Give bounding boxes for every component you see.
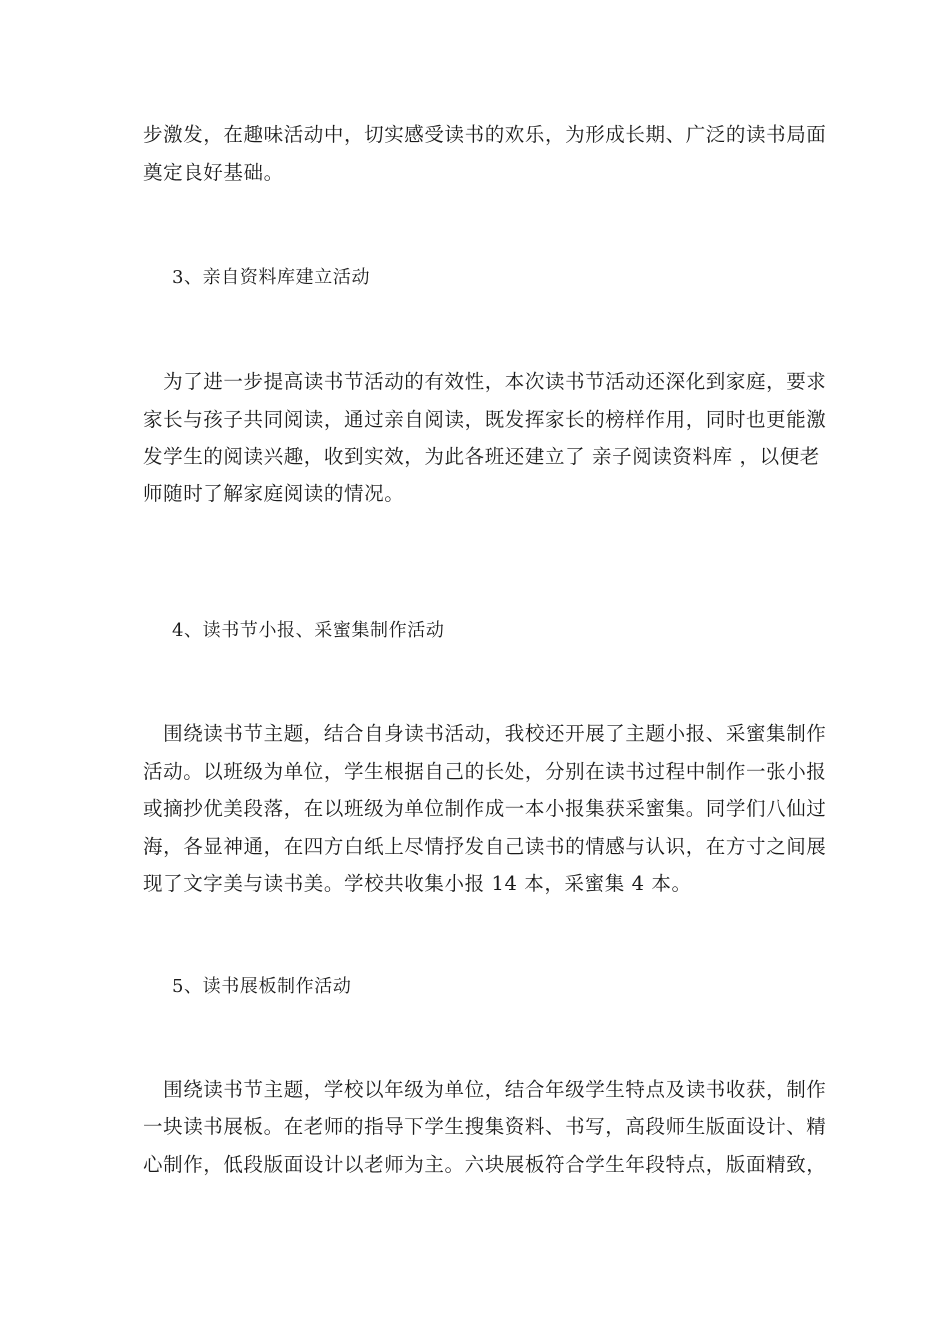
section-4-line-2: 活动。以班级为单位，学生根据自己的长处，分别在读书过程中制作一张小报: [143, 760, 827, 783]
section-3-heading: 3、亲自资料库建立活动: [172, 267, 371, 288]
section-4-line-5: 现了文字美与读书美。学校共收集小报 14 本，采蜜集 4 本。: [143, 872, 692, 895]
section-3-line-3: 发学生的阅读兴趣，收到实效，为此各班还建立了 亲子阅读资料库 ，以便老: [143, 445, 820, 468]
section-4-heading: 4、读书节小报、采蜜集制作活动: [172, 620, 445, 641]
section-4-line-3: 或摘抄优美段落，在以班级为单位制作成一本小报集获采蜜集。同学们八仙过: [143, 797, 827, 820]
section-3-line-4: 师随时了解家庭阅读的情况。: [143, 482, 405, 505]
section-5-heading: 5、读书展板制作活动: [172, 976, 352, 997]
intro-line-1: 步激发，在趣味活动中，切实感受读书的欢乐，为形成长期、广泛的读书局面: [143, 123, 827, 146]
section-5-line-1: 围绕读书节主题，学校以年级为单位，结合年级学生特点及读书收获，制作: [143, 1078, 827, 1101]
section-5-line-2: 一块读书展板。在老师的指导下学生搜集资料、书写，高段师生版面设计、精: [143, 1115, 827, 1138]
section-5-line-3: 心制作，低段版面设计以老师为主。六块展板符合学生年段特点，版面精致，: [143, 1153, 827, 1176]
section-4-line-1: 围绕读书节主题，结合自身读书活动，我校还开展了主题小报、采蜜集制作: [143, 722, 827, 745]
section-3-line-1: 为了进一步提高读书节活动的有效性，本次读书节活动还深化到家庭，要求: [143, 370, 827, 393]
section-4-line-4: 海，各显神通，在四方白纸上尽情抒发自己读书的情感与认识，在方寸之间展: [143, 835, 827, 858]
intro-line-2: 奠定良好基础。: [143, 161, 284, 184]
section-3-line-2: 家长与孩子共同阅读，通过亲自阅读，既发挥家长的榜样作用，同时也更能激: [143, 408, 827, 431]
